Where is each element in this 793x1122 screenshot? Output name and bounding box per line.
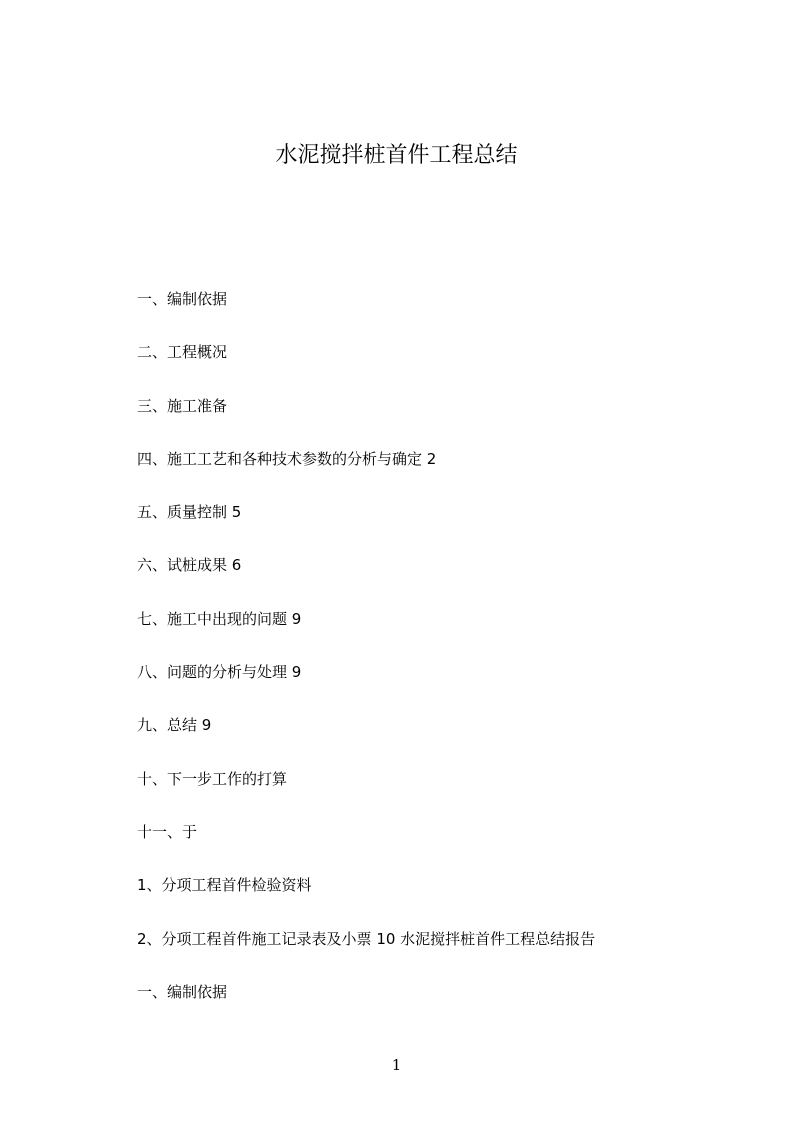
toc-item: 一、编制依据 [137, 290, 228, 308]
toc-item: 1、分项工程首件检验资料 [137, 876, 312, 895]
toc-item: 五、质量控制 5 [137, 503, 242, 522]
toc-item: 六、试桩成果 6 [137, 556, 242, 575]
toc-item: 四、施工工艺和各种技术参数的分析与确定 2 [137, 449, 437, 468]
toc-item: 一、编制依据 [137, 982, 228, 1001]
document-title: 水泥搅拌桩首件工程总结 [275, 143, 518, 168]
toc-item: 十一、于 [137, 822, 198, 841]
table-of-contents [137, 287, 737, 1033]
toc-item: 十、下一步工作的打算 [137, 769, 288, 788]
toc-item: 二、工程概况 [137, 343, 228, 362]
toc-item: 三、施工准备 [137, 396, 228, 415]
toc-item: 九、总结 9 [137, 716, 212, 735]
toc-item: 七、施工中出现的问题 9 [137, 609, 302, 628]
toc-item: 八、问题的分析与处理 9 [137, 663, 302, 682]
toc-item: 2、分项工程首件施工记录表及小票 10 水泥搅拌桩首件工程总结报告 [137, 929, 596, 948]
page-number: 1 [391, 1056, 402, 1074]
